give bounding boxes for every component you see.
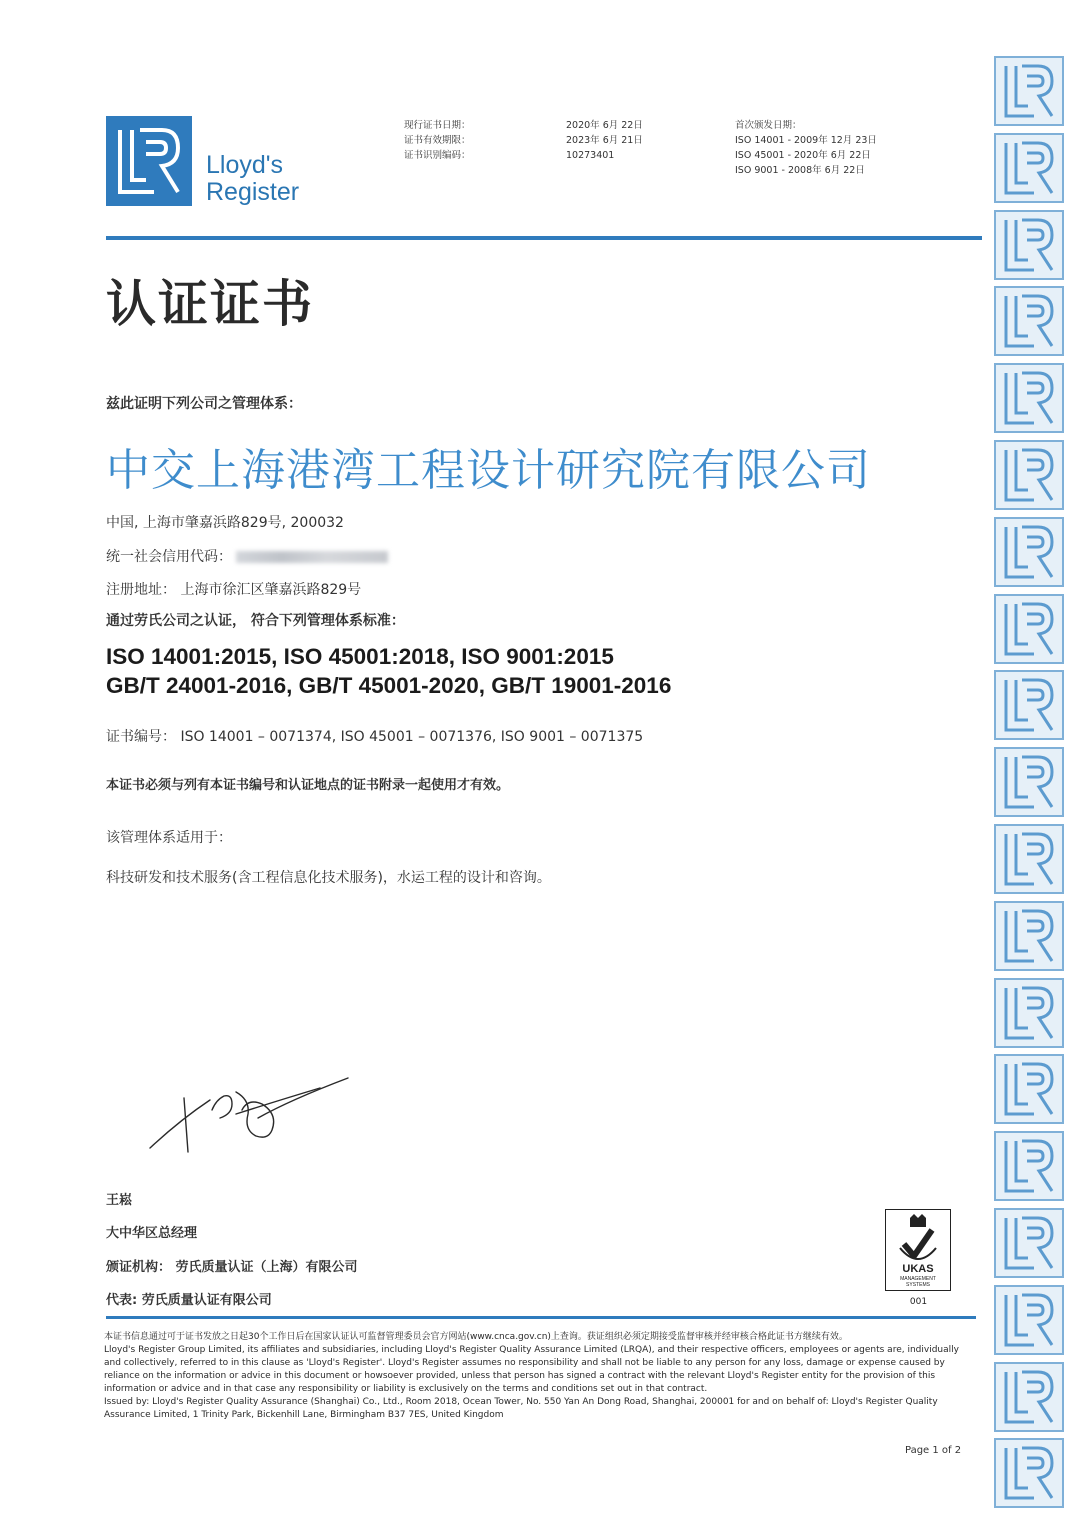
first-issue-block [735,118,877,178]
scope-text: 科技研发和技术服务(含工程信息化技术服务)，水运工程的设计和咨询。 [106,870,551,886]
footnote-liability: Lloyd's Register Group Limited, its affiliates and subsidiaries, including Lloyd's Register Quality Assurance Limited (LRQA), and their respective officers, employees or agents are, individually and collectively, referred to in this clause as 'Lloyd's Register'. Lloyd's Register assumes no responsibility and shall not be liable to any person for any loss, damage or expense caused by reliance on the information or advice in this document or howsoever provided, unless that person has signed a contract with the relevant Lloyd's Register entity for the provision of this information or advice and in that case any responsibility or liability is exclusively on the terms and conditions set out in that contract. [104,1345,959,1394]
expiry-date-label: 证书有效期限： [404,135,471,146]
footer-divider [106,1316,976,1319]
logo-wordmark [206,152,299,206]
lr-border-tile [994,901,1064,971]
certificate-title: 认证证书 [106,274,314,333]
lr-border-strip [994,56,1064,1514]
expiry-date-value: 2023年 6月 21日 [566,135,643,146]
cert-id-value: 10273401 [566,150,615,161]
lr-border-tile [994,363,1064,433]
issuing-body: 颁证机构： 劳氏质量认证（上海）有限公司 [106,1260,358,1275]
lr-border-tile [994,670,1064,740]
lr-border-tile [994,133,1064,203]
cert-id-label: 证书识别编码： [404,150,471,161]
lloyds-register-logo [106,116,192,206]
logo-line-1: Lloyd's [206,151,284,179]
lr-border-tile [994,1208,1064,1278]
footnote [104,1331,978,1422]
on-behalf-of: 代表: 劳氏质量认证有限公司 [106,1293,272,1308]
header-date-labels [404,118,471,163]
lr-border-tile [994,517,1064,587]
scope-label: 该管理体系适用于： [106,830,232,846]
handwritten-signature [140,1070,360,1160]
certificate-numbers: 证书编号： ISO 14001 – 0071374, ISO 45001 – 0071376, ISO 9001 – 0071375 [106,729,644,745]
signer-title: 大中华区总经理 [106,1226,198,1241]
header-date-values [566,118,643,163]
validity-note: 本证书必须与列有本证书编号和认证地点的证书附录一起使用才有效。 [106,778,510,793]
header-divider [106,236,982,240]
lr-border-tile [994,1054,1064,1124]
lr-border-tile [994,286,1064,356]
registered-address: 注册地址： 上海市徐汇区肇嘉浜路829号 [106,582,362,598]
ukas-accreditation-mark [885,1209,951,1291]
ukas-number: 001 [909,1297,928,1307]
standards-line: GB/T 24001-2016, GB/T 45001-2020, GB/T 19001-2016 [106,673,672,698]
lr-border-tile [994,747,1064,817]
intro-text: 兹此证明下列公司之管理体系： [106,396,302,412]
current-date-label: 现行证书日期： [404,120,471,131]
lr-border-tile [994,1438,1064,1508]
first-issue-label: 首次颁发日期： [735,120,802,131]
lr-border-tile [994,594,1064,664]
first-issue-item: ISO 14001 - 2009年 12月 23日 [735,135,877,146]
lr-border-tile [994,824,1064,894]
footnote-issued-by: Issued by: Lloyd's Register Quality Assurance (Shanghai) Co., Ltd., Room 2018, Ocean Tower, No. 550 Yan An Dong Road, Shanghai, 200001 for and on behalf of: Lloyd's Register Quality Assurance Limited, 1 Trinity Park, Bickenhill Lane, Birmingham B37 7ES, United Kingdom [104,1397,938,1420]
lr-border-tile [994,440,1064,510]
first-issue-item: ISO 9001 - 2008年 6月 22日 [735,165,865,176]
lr-border-tile [994,1362,1064,1432]
ukas-name: UKAS [902,1263,934,1275]
credit-code-label: 统一社会信用代码： [106,549,232,565]
ukas-sub-2: SYSTEMS [906,1282,930,1288]
ukas-sub-1: MANAGEMENT [900,1276,936,1282]
company-name: 中交上海港湾工程设计研究院有限公司 [106,445,871,496]
signer-name: 王崧 [106,1193,133,1208]
logo-line-2: Register [206,178,300,206]
first-issue-item: ISO 45001 - 2020年 6月 22日 [735,150,871,161]
standards-line: ISO 14001:2015, ISO 45001:2018, ISO 9001:2015 [106,644,614,669]
lr-border-tile [994,1131,1064,1201]
current-date-value: 2020年 6月 22日 [566,120,643,131]
page-number: Page 1 of 2 [905,1445,962,1456]
footnote-cnca: 本证书信息通过可于证书发放之日起30个工作日后在国家认证认可监督管理委员会官方网站(www.cnca.gov.cn)上查询。获证组织必须定期接受监督审核并经审核合格此证书方继续有效。 [104,1332,848,1342]
lr-border-tile [994,56,1064,126]
standards-intro: 通过劳氏公司之认证， 符合下列管理体系标准： [106,613,405,629]
lr-border-tile [994,1285,1064,1355]
credit-code-redacted [236,551,388,563]
lr-border-tile [994,978,1064,1048]
lr-border-tile [994,210,1064,280]
company-address: 中国, 上海市肇嘉浜路829号, 200032 [106,515,344,531]
credit-code-row [106,546,388,566]
